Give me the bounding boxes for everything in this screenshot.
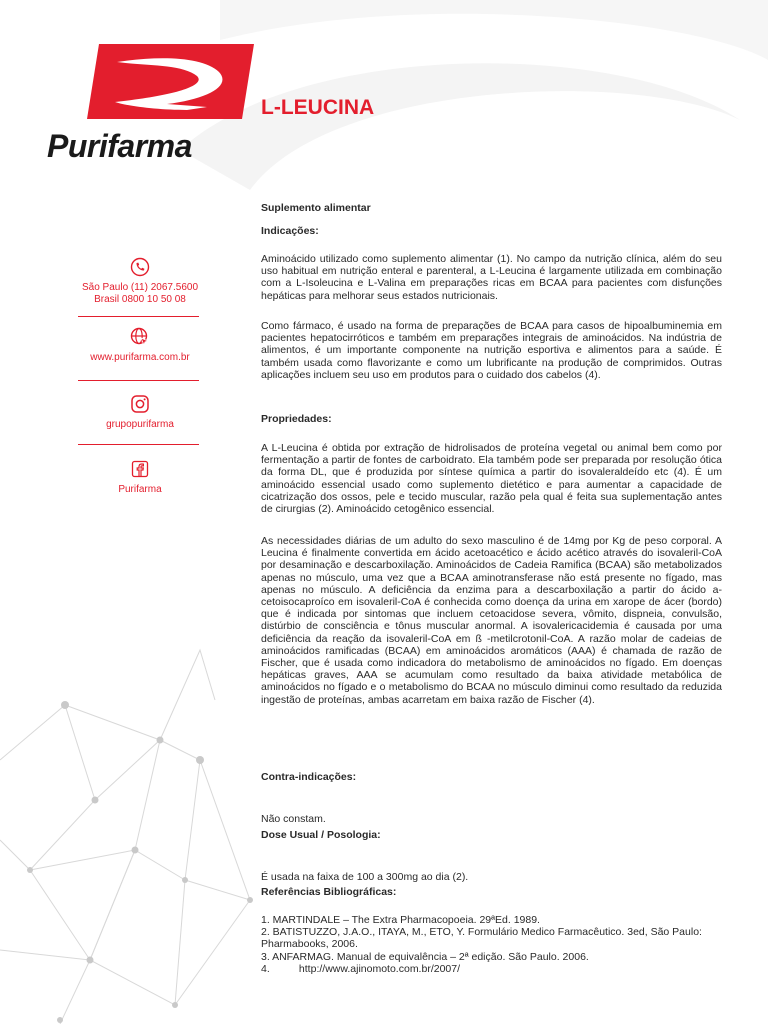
- website-url: www.purifarma.com.br: [90, 352, 190, 363]
- website-link[interactable]: [70, 327, 210, 364]
- reference-item: 3. ANFARMAG. Manual de equivalência – 2ª edição. São Paulo. 2006.: [261, 950, 589, 963]
- instagram-link[interactable]: [70, 394, 210, 431]
- phone-contact[interactable]: [70, 257, 210, 306]
- indicacoes-heading: Indicações:: [261, 225, 319, 237]
- sidebar-divider: [78, 316, 199, 317]
- propriedades-paragraph-1: A L-Leucina é obtida por extração de hidrolisados de proteína vegetal ou animal bem como por fermentação a partir de fontes de carboidrato. Ela também pode ser preparada por resolução ótica da forma DL, que é produzida por síntese química a partir do isovaleraldeído etc (4). É um aminoácido essencial usado como suplemento dietético e para aumentar a capacidade de cicatrização dos ossos, pele e tecido muscular, razão pela qual é feita sua suplementação antes de cirurgias (2). Aminoácido cetogênico essencial.: [261, 442, 722, 516]
- contra-indicacoes-heading: Contra-indicações:: [261, 771, 357, 783]
- referencias-heading: Referências Bibliográficas:: [261, 886, 397, 898]
- facebook-link[interactable]: [70, 459, 210, 496]
- sidebar-divider: [78, 444, 199, 445]
- dose-heading: Dose Usual / Posologia:: [261, 829, 381, 841]
- network-graphic: [0, 650, 250, 1024]
- facebook-icon: [130, 459, 150, 479]
- references-list: [261, 914, 722, 975]
- propriedades-heading: Propriedades:: [261, 413, 332, 425]
- instagram-handle: grupopurifarma: [106, 419, 174, 430]
- phone-icon: [130, 257, 150, 277]
- dose-text: É usada na faixa de 100 a 300mg ao dia (2).: [261, 870, 469, 883]
- subtitle: Suplemento alimentar: [261, 202, 371, 214]
- sidebar-divider: [78, 380, 199, 381]
- phone-brasil: Brasil 0800 10 50 08: [94, 294, 186, 305]
- globe-cursor-icon: [130, 327, 150, 347]
- indicacoes-paragraph-1: Aminoácido utilizado como suplemento alimentar (1). No campo da nutrição clínica, além do seu uso habitual em nutrição enteral e parenteral, a L-Leucina é largamente utilizada em combinação com a L-Isoleucina e L-Valina em preparações ricas em BCAA para pacientes com disfunções hepáticas para melhorar seus estados nutricionais.: [261, 253, 722, 302]
- reference-item: 2. BATISTUZZO, J.A.O., ITAYA, M., ETO, Y. Formulário Medico Farmacêutico. 3ed, São Paulo: Pharmabooks, 2006.: [261, 926, 702, 951]
- facebook-page: Purifarma: [118, 484, 162, 495]
- phone-sao-paulo: São Paulo (11) 2067.5600: [81, 282, 198, 293]
- reference-item: 1. MARTINDALE – The Extra Pharmacopoeia. 29ªEd. 1989.: [261, 914, 540, 926]
- network-nodes: [27, 701, 253, 1023]
- reference-item: 4. http://www.ajinomoto.com.br/2007/: [261, 962, 461, 975]
- contra-indicacoes-text: Não constam.: [261, 812, 326, 825]
- instagram-icon: [130, 394, 150, 414]
- page-title: L-LEUCINA: [261, 96, 375, 119]
- propriedades-paragraph-2: As necessidades diárias de um adulto do sexo masculino é de 14mg por Kg de peso corporal. A Leucina é finalmente convertida em ácido acetoacético e ácido acético através do isovaleril-CoA por desaminação e descarboxilação. Aminoácidos de Cadeia Ramifica (BCAA) são metabolizados apenas no músculo, uma vez que a BCAA aminotransferase não está presente no fígado, mas apenas no músculo. A deficiência da enzima para a descarboxilação a partir do ácido a-cetoisocaproíco em isovaleril-CoA é conhecida como doença da urina em xarope de ácer (bordo) que é indicada por sintomas que incluem cetoacidose severa, vômito, dispneia, convulsão, distúrbio de consciência e tônus muscular anormal. A isovalericacidemia é causada por uma deficiência da reação da isovaleril-CoA em ß -metilcrotonil-CoA. A razão molar de cadeias de aminoácidos ramificadas (BCAA) em aminoácidos aromáticos (AAA) é chamada de razão de Fischer, que é usada como indicadora do metabolismo de aminoácidos no fígado. Em doenças hepáticas graves, AAA se acumulam como resultado da baixa atividade metabólica de aminoácidos no fígado e o metabolismo do BCAA no músculo diminui como resultado da reduzida ingestão de proteínas, ambas acarretam em baixa razão de Fischer (4).: [261, 535, 722, 706]
- brand-name: Purifarma: [47, 128, 192, 164]
- indicacoes-paragraph-2: Como fármaco, é usado na forma de preparações de BCAA para casos de hipoalbuminemia em pacientes hepatocirróticos e também em preparações integrais de aminoácidos. Na indústria de alimentos, é um importante componente na nutrição esportiva e alimentos para a saúde. É também usada como flavorizante e como um lubrificante na produção de comprimidos. Outras aplicações incluem seu uso em produtos para o cuidado dos cabelos (4).: [261, 320, 722, 381]
- logo-mark-icon: [87, 44, 254, 119]
